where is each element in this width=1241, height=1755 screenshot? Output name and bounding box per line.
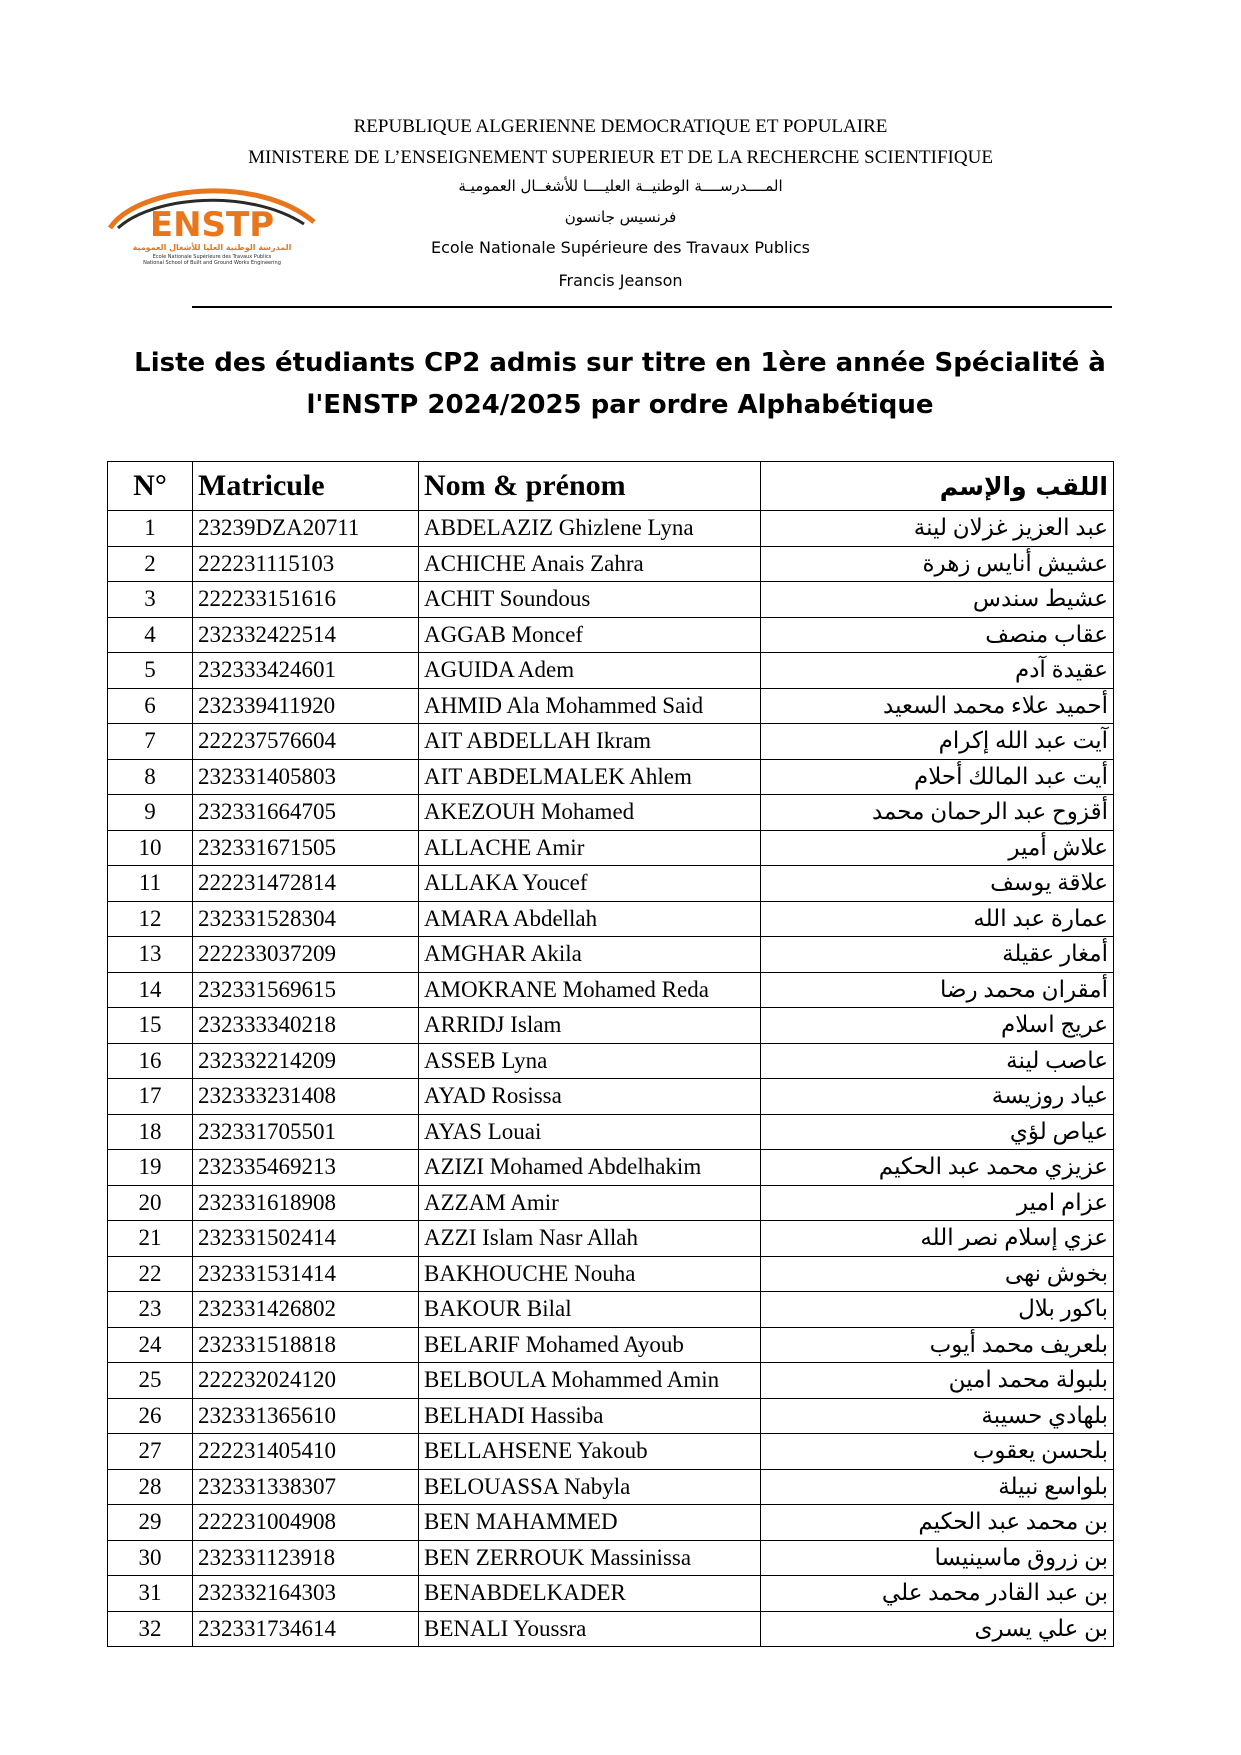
table-row bbox=[108, 795, 1114, 831]
cell-nom: AIT ABDELLAH Ikram bbox=[419, 724, 761, 760]
cell-no: 29 bbox=[108, 1505, 193, 1541]
cell-nom: AGUIDA Adem bbox=[419, 653, 761, 689]
cell-no: 7 bbox=[108, 724, 193, 760]
cell-matricule: 222233151616 bbox=[193, 582, 419, 618]
cell-arabic: علاش أمير bbox=[761, 830, 1114, 866]
cell-nom: AYAS Louai bbox=[419, 1114, 761, 1150]
cell-no: 19 bbox=[108, 1150, 193, 1186]
cell-no: 32 bbox=[108, 1611, 193, 1647]
cell-nom: BENALI Youssra bbox=[419, 1611, 761, 1647]
table-row bbox=[108, 582, 1114, 618]
header-divider bbox=[192, 306, 1112, 308]
table-row bbox=[108, 1505, 1114, 1541]
cell-no: 4 bbox=[108, 617, 193, 653]
table-row bbox=[108, 1221, 1114, 1257]
cell-arabic: بن عبد القادر محمد علي bbox=[761, 1576, 1114, 1612]
table-row bbox=[108, 1114, 1114, 1150]
table-body bbox=[108, 511, 1114, 1647]
cell-nom: AMOKRANE Mohamed Reda bbox=[419, 972, 761, 1008]
students-table bbox=[107, 461, 1114, 1647]
logo-arabic: المدرسة الوطنية العليا للأشغال العمومية bbox=[132, 243, 292, 252]
cell-nom: AZZAM Amir bbox=[419, 1185, 761, 1221]
cell-no: 31 bbox=[108, 1576, 193, 1612]
cell-arabic: عاصب لينة bbox=[761, 1043, 1114, 1079]
cell-no: 27 bbox=[108, 1434, 193, 1470]
cell-no: 18 bbox=[108, 1114, 193, 1150]
cell-nom: BELOUASSA Nabyla bbox=[419, 1469, 761, 1505]
cell-arabic: بلحسن يعقوب bbox=[761, 1434, 1114, 1470]
cell-matricule: 232331365610 bbox=[193, 1398, 419, 1434]
cell-matricule: 232331671505 bbox=[193, 830, 419, 866]
cell-arabic: عمارة عبد الله bbox=[761, 901, 1114, 937]
cell-arabic: عياد روزيسة bbox=[761, 1079, 1114, 1115]
cell-matricule: 232339411920 bbox=[193, 688, 419, 724]
cell-nom: BELARIF Mohamed Ayoub bbox=[419, 1327, 761, 1363]
enstp-logo bbox=[108, 178, 316, 266]
cell-no: 14 bbox=[108, 972, 193, 1008]
table-row bbox=[108, 1611, 1114, 1647]
col-header-arabic: اللقب والإسم bbox=[761, 462, 1114, 511]
cell-arabic: عزي إسلام نصر الله bbox=[761, 1221, 1114, 1257]
cell-matricule: 222231004908 bbox=[193, 1505, 419, 1541]
cell-arabic: عشيط سندس bbox=[761, 582, 1114, 618]
cell-arabic: عبد العزيز غزلان لينة bbox=[761, 511, 1114, 547]
table-row bbox=[108, 617, 1114, 653]
table-row bbox=[108, 1327, 1114, 1363]
cell-arabic: بلعريف محمد أيوب bbox=[761, 1327, 1114, 1363]
table-row bbox=[108, 1540, 1114, 1576]
table-row bbox=[108, 1150, 1114, 1186]
cell-nom: BENABDELKADER bbox=[419, 1576, 761, 1612]
cell-arabic: بلبولة محمد امين bbox=[761, 1363, 1114, 1399]
cell-matricule: 232331618908 bbox=[193, 1185, 419, 1221]
header-school: Ecole Nationale Supérieure des Travaux Publics bbox=[430, 238, 810, 257]
cell-no: 20 bbox=[108, 1185, 193, 1221]
table-row bbox=[108, 1469, 1114, 1505]
cell-matricule: 232331123918 bbox=[193, 1540, 419, 1576]
cell-matricule: 232335469213 bbox=[193, 1150, 419, 1186]
cell-no: 26 bbox=[108, 1398, 193, 1434]
cell-nom: BEN ZERROUK Massinissa bbox=[419, 1540, 761, 1576]
cell-arabic: علاقة يوسف bbox=[761, 866, 1114, 902]
table-row bbox=[108, 546, 1114, 582]
cell-nom: AMARA Abdellah bbox=[419, 901, 761, 937]
cell-no: 13 bbox=[108, 937, 193, 973]
cell-nom: BAKHOUCHE Nouha bbox=[419, 1256, 761, 1292]
cell-no: 6 bbox=[108, 688, 193, 724]
cell-no: 11 bbox=[108, 866, 193, 902]
cell-no: 3 bbox=[108, 582, 193, 618]
table-row bbox=[108, 1008, 1114, 1044]
cell-arabic: عزام امير bbox=[761, 1185, 1114, 1221]
cell-matricule: 232331405803 bbox=[193, 759, 419, 795]
cell-arabic: عشيش أنايس زهرة bbox=[761, 546, 1114, 582]
cell-arabic: بلواسع نبيلة bbox=[761, 1469, 1114, 1505]
cell-nom: AKEZOUH Mohamed bbox=[419, 795, 761, 831]
cell-no: 30 bbox=[108, 1540, 193, 1576]
table-row bbox=[108, 1185, 1114, 1221]
cell-no: 25 bbox=[108, 1363, 193, 1399]
logo-subtitle: Ecole Nationale Supérieure des Travaux Publics bbox=[152, 254, 272, 260]
cell-no: 16 bbox=[108, 1043, 193, 1079]
table-row bbox=[108, 653, 1114, 689]
cell-matricule: 232331502414 bbox=[193, 1221, 419, 1257]
cell-no: 17 bbox=[108, 1079, 193, 1115]
cell-matricule: 232333424601 bbox=[193, 653, 419, 689]
cell-nom: AZIZI Mohamed Abdelhakim bbox=[419, 1150, 761, 1186]
cell-matricule: 232331734614 bbox=[193, 1611, 419, 1647]
table-row bbox=[108, 901, 1114, 937]
cell-nom: BELHADI Hassiba bbox=[419, 1398, 761, 1434]
cell-no: 22 bbox=[108, 1256, 193, 1292]
cell-matricule: 232331569615 bbox=[193, 972, 419, 1008]
table-row bbox=[108, 830, 1114, 866]
cell-matricule: 222231115103 bbox=[193, 546, 419, 582]
table-row bbox=[108, 937, 1114, 973]
table-row bbox=[108, 511, 1114, 547]
cell-no: 9 bbox=[108, 795, 193, 831]
cell-no: 24 bbox=[108, 1327, 193, 1363]
cell-nom: BAKOUR Bilal bbox=[419, 1292, 761, 1328]
cell-nom: BELBOULA Mohammed Amin bbox=[419, 1363, 761, 1399]
cell-arabic: آيت عبد الله إكرام bbox=[761, 724, 1114, 760]
cell-matricule: 232332164303 bbox=[193, 1576, 419, 1612]
cell-arabic: أمغار عقيلة bbox=[761, 937, 1114, 973]
cell-arabic: بخوش نهى bbox=[761, 1256, 1114, 1292]
header-ministry: MINISTERE DE L’ENSEIGNEMENT SUPERIEUR ET DE LA RECHERCHE SCIENTIFIQUE bbox=[248, 147, 993, 168]
cell-matricule: 232331518818 bbox=[193, 1327, 419, 1363]
cell-arabic: أمقران محمد رضا bbox=[761, 972, 1114, 1008]
table-header-row bbox=[108, 462, 1114, 511]
cell-nom: AMGHAR Akila bbox=[419, 937, 761, 973]
cell-no: 8 bbox=[108, 759, 193, 795]
cell-no: 10 bbox=[108, 830, 193, 866]
cell-matricule: 23239DZA20711 bbox=[193, 511, 419, 547]
cell-arabic: عقيدة آدم bbox=[761, 653, 1114, 689]
cell-matricule: 222231405410 bbox=[193, 1434, 419, 1470]
cell-matricule: 232331664705 bbox=[193, 795, 419, 831]
table-row bbox=[108, 1043, 1114, 1079]
table-row bbox=[108, 1256, 1114, 1292]
cell-no: 28 bbox=[108, 1469, 193, 1505]
cell-no: 5 bbox=[108, 653, 193, 689]
table-row bbox=[108, 1292, 1114, 1328]
cell-matricule: 222231472814 bbox=[193, 866, 419, 902]
cell-matricule: 232331528304 bbox=[193, 901, 419, 937]
logo-text: ENSTP bbox=[149, 205, 275, 245]
col-header-no: N° bbox=[108, 462, 193, 511]
cell-nom: ACHIT Soundous bbox=[419, 582, 761, 618]
cell-no: 2 bbox=[108, 546, 193, 582]
cell-nom: ARRIDJ Islam bbox=[419, 1008, 761, 1044]
cell-arabic: بن علي يسرى bbox=[761, 1611, 1114, 1647]
logo-subtitle-en: National School of Built and Ground Works Engineering bbox=[143, 260, 281, 266]
cell-arabic: باكور بلال bbox=[761, 1292, 1114, 1328]
cell-arabic: أقزوح عبد الرحمان محمد bbox=[761, 795, 1114, 831]
cell-arabic: عزيزي محمد عبد الحكيم bbox=[761, 1150, 1114, 1186]
cell-nom: BELLAHSENE Yakoub bbox=[419, 1434, 761, 1470]
cell-nom: AIT ABDELMALEK Ahlem bbox=[419, 759, 761, 795]
cell-no: 21 bbox=[108, 1221, 193, 1257]
header-school-name: Francis Jeanson bbox=[558, 271, 683, 290]
table-row bbox=[108, 1363, 1114, 1399]
cell-nom: ALLAKA Youcef bbox=[419, 866, 761, 902]
cell-matricule: 232333231408 bbox=[193, 1079, 419, 1115]
cell-matricule: 232332214209 bbox=[193, 1043, 419, 1079]
cell-nom: ASSEB Lyna bbox=[419, 1043, 761, 1079]
cell-no: 12 bbox=[108, 901, 193, 937]
cell-no: 1 bbox=[108, 511, 193, 547]
header-republic: REPUBLIQUE ALGERIENNE DEMOCRATIQUE ET POPULAIRE bbox=[353, 116, 888, 137]
cell-matricule: 232331531414 bbox=[193, 1256, 419, 1292]
cell-nom: AZZI Islam Nasr Allah bbox=[419, 1221, 761, 1257]
cell-arabic: عقاب منصف bbox=[761, 617, 1114, 653]
table-row bbox=[108, 1576, 1114, 1612]
cell-no: 15 bbox=[108, 1008, 193, 1044]
cell-matricule: 232332422514 bbox=[193, 617, 419, 653]
table-row bbox=[108, 724, 1114, 760]
cell-matricule: 232333340218 bbox=[193, 1008, 419, 1044]
table-row bbox=[108, 972, 1114, 1008]
cell-arabic: عريج اسلام bbox=[761, 1008, 1114, 1044]
cell-arabic: بن محمد عبد الحكيم bbox=[761, 1505, 1114, 1541]
title-line-1: Liste des étudiants CP2 admis sur titre en 1ère année Spécialité à bbox=[134, 348, 1106, 378]
cell-nom: ALLACHE Amir bbox=[419, 830, 761, 866]
cell-matricule: 232331705501 bbox=[193, 1114, 419, 1150]
cell-nom: AHMID Ala Mohammed Said bbox=[419, 688, 761, 724]
cell-matricule: 222232024120 bbox=[193, 1363, 419, 1399]
header-school-arabic: المــــدرســــة الوطنيــة العليــــا للأشغــال العموميـة bbox=[458, 177, 783, 195]
table-row bbox=[108, 759, 1114, 795]
enstp-logo-graphic bbox=[108, 178, 316, 266]
cell-arabic: بن زروق ماسينيسا bbox=[761, 1540, 1114, 1576]
cell-nom: ABDELAZIZ Ghizlene Lyna bbox=[419, 511, 761, 547]
cell-matricule: 222237576604 bbox=[193, 724, 419, 760]
cell-arabic: أيت عبد المالك أحلام bbox=[761, 759, 1114, 795]
cell-no: 23 bbox=[108, 1292, 193, 1328]
cell-nom: ACHICHE Anais Zahra bbox=[419, 546, 761, 582]
table-row bbox=[108, 1079, 1114, 1115]
cell-matricule: 232331338307 bbox=[193, 1469, 419, 1505]
cell-arabic: بلهادي حسيبة bbox=[761, 1398, 1114, 1434]
cell-nom: AYAD Rosissa bbox=[419, 1079, 761, 1115]
col-header-matricule: Matricule bbox=[193, 462, 419, 511]
cell-matricule: 232331426802 bbox=[193, 1292, 419, 1328]
table-row bbox=[108, 1398, 1114, 1434]
document-title bbox=[120, 342, 1120, 426]
table-row bbox=[108, 1434, 1114, 1470]
title-line-2: l'ENSTP 2024/2025 par ordre Alphabétique bbox=[306, 390, 934, 420]
cell-nom: AGGAB Moncef bbox=[419, 617, 761, 653]
cell-arabic: عياص لؤي bbox=[761, 1114, 1114, 1150]
cell-matricule: 222233037209 bbox=[193, 937, 419, 973]
cell-nom: BEN MAHAMMED bbox=[419, 1505, 761, 1541]
header-name-arabic: فرنسيس جانسون bbox=[564, 208, 677, 226]
table-row bbox=[108, 688, 1114, 724]
col-header-nom: Nom & prénom bbox=[419, 462, 761, 511]
cell-arabic: أحميد علاء محمد السعيد bbox=[761, 688, 1114, 724]
table-row bbox=[108, 866, 1114, 902]
